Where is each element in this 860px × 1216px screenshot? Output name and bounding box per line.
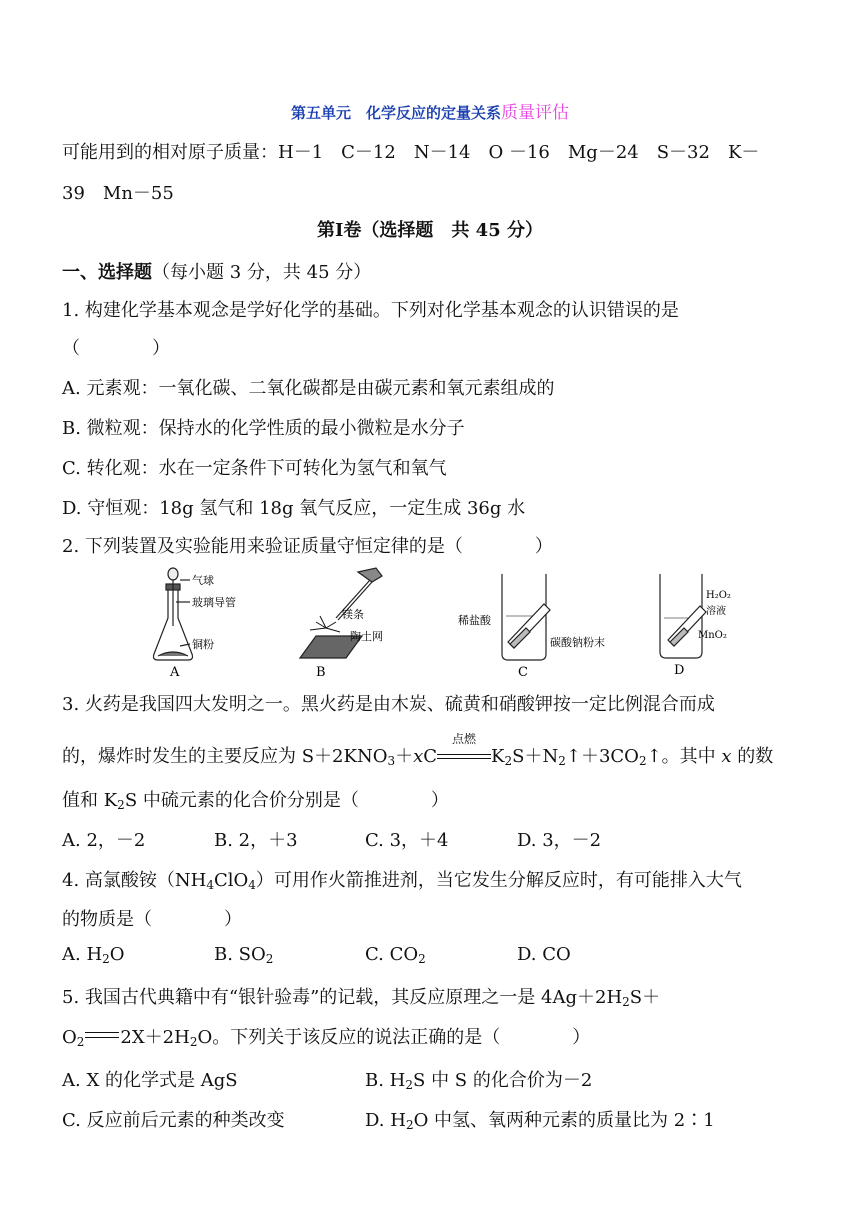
atomic-mass-line1: 可能用到的相对原子质量：H－1 C－12 N－14 O －16 Mg－24 S－32 K－ — [62, 142, 760, 163]
a-label-balloon: 气球 — [192, 574, 214, 587]
q4-option-b: B. $SO_2$ — [214, 944, 274, 966]
q1-option-c: C. 转化观：水在一定条件下可转化为氢气和氧气 — [62, 458, 447, 479]
apparatus-b — [300, 568, 382, 658]
part-note: （每小题 3 分，共 45 分） — [152, 262, 372, 283]
page-title — [0, 98, 860, 123]
b-label-mesh: 陶土网 — [350, 630, 383, 643]
q1-stem: 1. 构建化学基本观念是学好化学的基础。下列对化学基本观念的认识错误的是 — [62, 300, 679, 321]
q5-option-b: B. $H_2S$ 中 S 的化合价为－2 — [365, 1070, 593, 1092]
q1-option-a: A. 元素观：一氧化碳、二氧化碳都是由碳元素和氧元素组成的 — [62, 378, 555, 399]
q3-option-c: C. 3，＋4 — [365, 830, 449, 851]
q4-option-a: A. $H_2O$ — [62, 944, 125, 966]
b-label-mg: 镁条 — [342, 608, 364, 621]
d-letter: D — [674, 663, 685, 678]
section-heading: 第Ⅰ卷（选择题 共 45 分） — [316, 220, 543, 241]
q3-option-a: A. 2，－2 — [62, 830, 146, 851]
d-label-h2o2: H₂O₂ — [706, 590, 731, 601]
b-letter: B — [316, 665, 326, 680]
part-label: 一、选择题 — [62, 262, 152, 283]
c-label-hcl: 稀盐酸 — [458, 614, 491, 627]
a-label-copper: 铜粉 — [192, 638, 214, 651]
q5-option-a: A. X 的化学式是 AgS — [62, 1070, 238, 1091]
q3-line1: 3. 火药是我国四大发明之一。黑火药是由木炭、硫黄和硝酸钾按一定比例混合而成 — [62, 694, 715, 715]
q4-line1: 4. 高氯酸铵$(NH_4ClO_4)$可用作火箭推进剂，当它发生分解反应时，有可能排入大气 — [62, 870, 742, 892]
a-letter: A — [170, 665, 180, 680]
q1-option-d: D. 守恒观：18g 氢气和 18g 氧气反应，一定生成 36g 水 — [62, 498, 526, 519]
apparatus-a — [154, 568, 193, 660]
title-main: 第五单元 化学反应的定量关系 — [290, 104, 501, 122]
c-letter: C — [518, 665, 528, 680]
reaction-condition-equals: 点燃 — [437, 746, 491, 764]
title-accent: 质量评估 — [501, 103, 569, 123]
q5-option-c: C. 反应前后元素的种类改变 — [62, 1110, 285, 1131]
q4-option-d: D. CO — [517, 944, 571, 965]
d-label-solution: 溶液 — [706, 606, 726, 617]
q3-line2: 的，爆炸时发生的主要反应为 $S+2KNO_3+xC$ 点燃 $K_2S+N_2↑+3CO_2↑$。其中 x 的数 — [62, 732, 774, 768]
part-heading — [62, 258, 371, 284]
q2-stem: 2. 下列装置及实验能用来验证质量守恒定律的是（ ） — [62, 536, 553, 557]
a-label-tube: 玻璃导管 — [192, 596, 236, 609]
c-label-na2co3: 碳酸钠粉末 — [550, 636, 605, 649]
reaction-equals — [85, 1032, 119, 1038]
q5-line2: $O_2$ $2X+2H_2O$。下列关于该反应的说法正确的是（ ） — [62, 1027, 591, 1049]
q5-option-d: D. $H_2O$ 中氢、氧两种元素的质量比为 2∶1 — [365, 1110, 715, 1132]
q4-line2: 的物质是（ ） — [62, 909, 242, 930]
q1-option-b: B. 微粒观：保持水的化学性质的最小微粒是水分子 — [62, 418, 465, 439]
q1-blank: （ ） — [62, 338, 170, 359]
q3-option-d: D. 3，－2 — [517, 830, 602, 851]
q3-line3: 值和 $K_2S$ 中硫元素的化合价分别是（ ） — [62, 790, 449, 812]
q4-option-c: C. $CO_2$ — [365, 944, 426, 966]
d-label-mno2: MnO₂ — [698, 630, 727, 641]
apparatus-c — [502, 574, 550, 660]
q2-apparatus-figure — [140, 566, 740, 680]
atomic-mass-line2: 39 Mn－55 — [62, 183, 174, 204]
q5-line1: 5. 我国古代典籍中有“银针验毒”的记载，其反应原理之一是 $4Ag+2H_2S+$ — [62, 987, 661, 1009]
apparatus-d — [660, 574, 706, 658]
q3-option-b: B. 2，＋3 — [214, 830, 298, 851]
